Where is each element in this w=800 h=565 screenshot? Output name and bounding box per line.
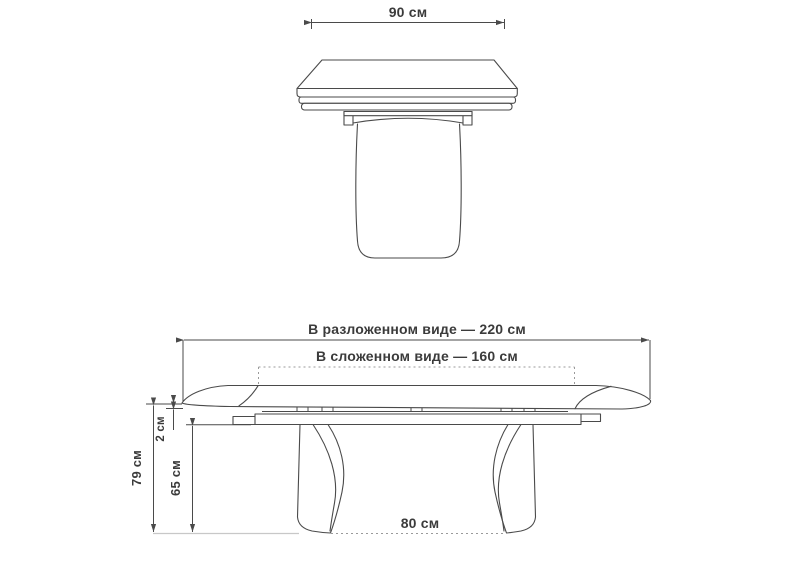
bracket-bar [344,112,472,116]
top-view [297,4,517,258]
pedestal-body [356,124,461,258]
dimension-160 [259,348,575,385]
folded-leaf-2 [302,103,513,110]
dimension-65 [168,425,251,532]
dimension-90 [312,4,505,29]
clearance-height-label: 65 см [168,460,183,496]
tabletop-edge [297,89,517,98]
frame-tab-left [233,417,256,425]
base-width-label: 80 см [400,515,440,531]
frame-body [255,414,581,425]
dimension-2 [155,396,183,442]
side-view [129,321,651,534]
tabletop-thickness-label: 2 см [155,416,167,442]
side-view-frame [233,414,601,425]
total-height-label: 79 см [129,450,144,486]
right-leg [493,425,535,534]
tabletop-surface [297,60,517,89]
extended-width-label: В разложенном виде — 220 см [308,321,526,337]
pedestal-top-arc [353,118,463,123]
top-view-tabletop [297,60,517,110]
folded-width-label: В сложенном виде — 160 см [316,348,518,364]
top-view-pedestal [344,112,472,259]
frame-tab-right [581,414,601,422]
folded-leaf-1 [299,97,516,103]
left-leg [298,425,344,534]
tabletop-slab [182,386,651,410]
top-width-label: 90 см [388,4,428,20]
side-view-tabletop [182,386,651,410]
